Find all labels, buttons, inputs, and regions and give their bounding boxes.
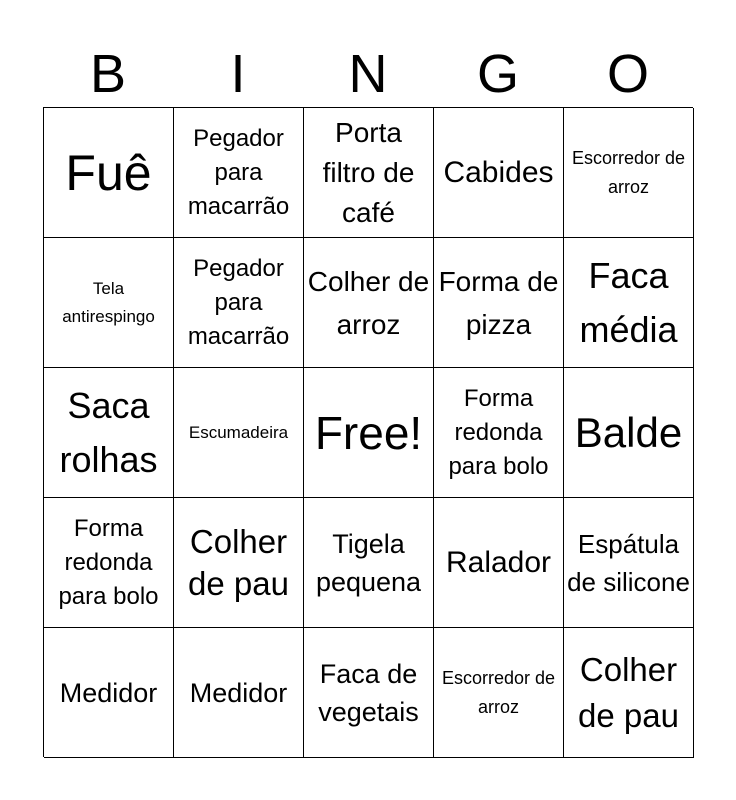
bingo-cell[interactable]: Forma de pizza bbox=[434, 238, 564, 368]
bingo-cell[interactable]: Forma redonda para bolo bbox=[44, 498, 174, 628]
header-letter-i: I bbox=[230, 44, 246, 104]
bingo-cell[interactable]: Cabides bbox=[434, 108, 564, 238]
bingo-cell[interactable]: Medidor bbox=[44, 628, 174, 758]
bingo-cell[interactable]: Forma redonda para bolo bbox=[434, 368, 564, 498]
bingo-cell[interactable]: Escumadeira bbox=[174, 368, 304, 498]
bingo-cell[interactable]: Porta filtro de café bbox=[304, 108, 434, 238]
bingo-cell[interactable]: Ralador bbox=[434, 498, 564, 628]
bingo-cell[interactable]: Tigela pequena bbox=[304, 498, 434, 628]
bingo-cell[interactable]: Espátula de silicone bbox=[564, 498, 694, 628]
bingo-cell[interactable]: Saca rolhas bbox=[44, 368, 174, 498]
bingo-cell[interactable]: Balde bbox=[564, 368, 694, 498]
bingo-cell[interactable]: Colher de pau bbox=[174, 498, 304, 628]
bingo-cell[interactable]: Fuê bbox=[44, 108, 174, 238]
bingo-cell[interactable]: Escorredor de arroz bbox=[434, 628, 564, 758]
header-letter-b: B bbox=[89, 44, 127, 104]
bingo-board bbox=[43, 107, 693, 757]
bingo-cell[interactable]: Pegador para macarrão bbox=[174, 238, 304, 368]
bingo-cell[interactable]: Faca média bbox=[564, 238, 694, 368]
free-space-cell[interactable]: Free! bbox=[304, 368, 434, 498]
bingo-cell[interactable]: Pegador para macarrão bbox=[174, 108, 304, 238]
bingo-cell[interactable]: Colher de pau bbox=[564, 628, 694, 758]
header-letter-n: N bbox=[348, 44, 388, 104]
bingo-cell[interactable]: Colher de arroz bbox=[304, 238, 434, 368]
header-letter-o: O bbox=[606, 44, 649, 104]
bingo-cell[interactable]: Escorredor de arroz bbox=[564, 108, 694, 238]
bingo-cell[interactable]: Medidor bbox=[174, 628, 304, 758]
header-letter-g: G bbox=[476, 44, 519, 104]
bingo-cell[interactable]: Tela antirespingo bbox=[44, 238, 174, 368]
bingo-cell[interactable]: Faca de vegetais bbox=[304, 628, 434, 758]
bingo-header bbox=[43, 40, 693, 108]
